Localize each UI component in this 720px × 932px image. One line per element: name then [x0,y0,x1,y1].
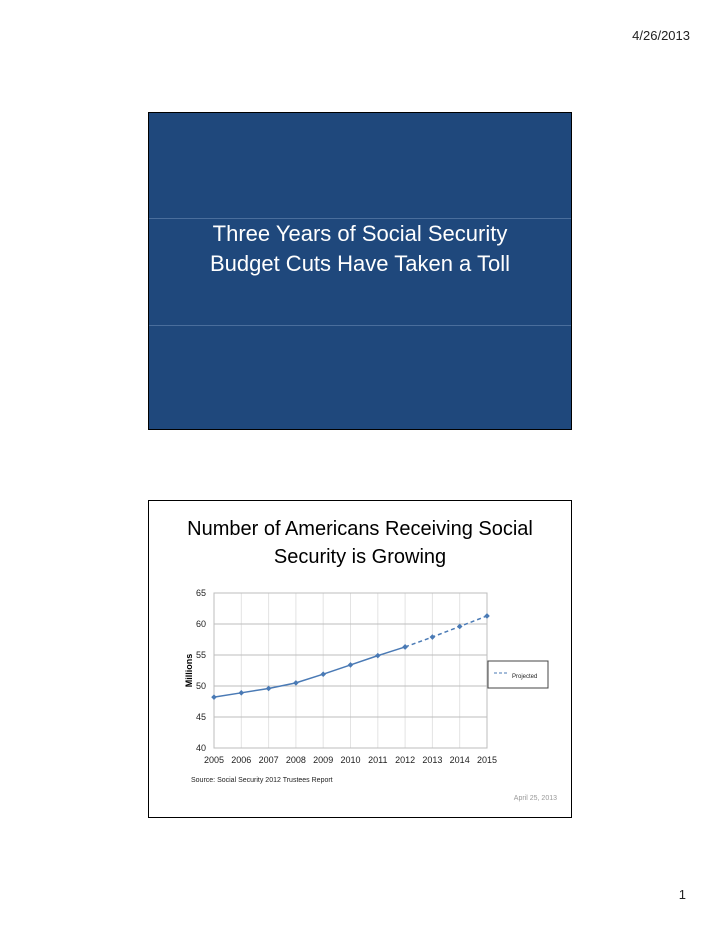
y-tick-label: 65 [195,588,206,598]
slide-title [149,219,571,279]
x-tick-label: 2011 [368,755,388,765]
y-tick-label: 40 [195,743,206,753]
slide-title-line2: Budget Cuts Have Taken a Toll [209,251,511,276]
slide-footer-date: April 25, 2013 [513,795,557,802]
slide-rule-bottom [149,325,571,326]
chart-title-line2: Security is Growing [273,546,447,568]
chart-title-line1: Number of Americans Receiving Social [187,518,533,540]
slide-title-line1: Three Years of Social Security [212,221,508,246]
x-tick-label: 2007 [258,755,279,765]
x-tick-label: 2006 [231,755,252,765]
x-tick-label: 2012 [395,755,416,765]
y-tick-label: 55 [195,650,206,660]
page-number: 1 [678,887,686,902]
y-tick-label: 45 [195,712,206,722]
x-tick-label: 2008 [285,755,306,765]
x-tick-label: 2009 [313,755,334,765]
y-tick-label: 60 [195,619,206,629]
y-tick-label: 50 [195,681,206,691]
x-tick-label: 2015 [476,755,498,765]
x-tick-label: 2005 [203,755,225,765]
header-date: 4/26/2013 [632,28,690,43]
legend-label-projected: Projected [512,674,538,680]
slide-title-card [148,112,572,430]
chart-source: Source: Social Security 2012 Trustees Report [191,777,333,784]
slide-chart [148,500,572,818]
y-axis-label: Millions [184,653,194,688]
line-chart [149,501,573,819]
x-tick-label: 2013 [422,755,443,765]
x-tick-label: 2014 [449,755,470,765]
x-tick-label: 2010 [340,755,361,765]
